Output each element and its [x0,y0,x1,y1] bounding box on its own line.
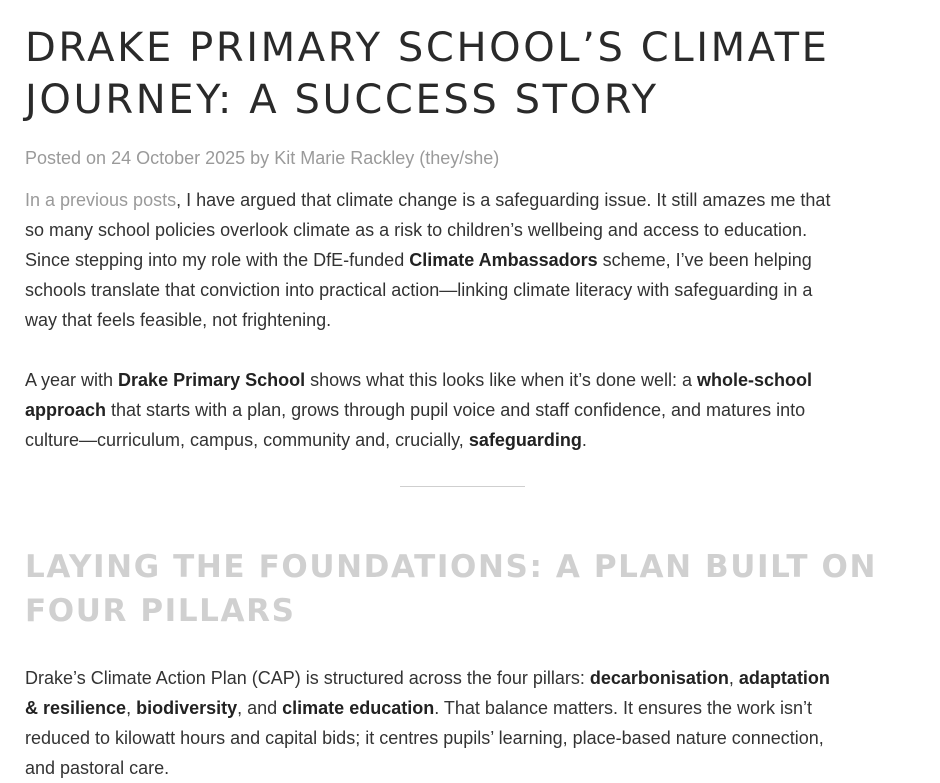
previous-posts-link[interactable]: In a previous posts [25,190,177,210]
paragraph-line [25,693,905,723]
section-divider [400,486,525,487]
text-run: , [728,668,739,688]
paragraph-line: reduced to kilowatt hours and capital bids; it centres pupils’ learning, place-based nature connection, [25,728,824,748]
meta-prefix: Posted on [25,148,112,168]
author-link[interactable]: Kit Marie Rackley (they/she) [274,148,500,168]
article [25,22,905,783]
text-run: scheme, I’ve been helping [597,250,812,270]
paragraph-line [25,425,905,455]
bold-text: adaptation [738,668,830,688]
paragraph-line: way that feels feasible, not frightening. [25,310,332,330]
section-heading-line-1: LAYING THE FOUNDATIONS: A PLAN BUILT ON [25,549,878,585]
bold-text: biodiversity [136,698,238,718]
pillars-paragraph [25,663,905,783]
intro-paragraph [25,185,905,335]
post-meta [25,146,905,170]
paragraph-line: schools translate that conviction into practical action—linking climate literacy with safeguarding in a [25,280,813,300]
bold-text: whole-school [697,370,813,390]
paragraph-line [25,395,905,425]
text-run: Drake’s Climate Action Plan (CAP) is structured across the four pillars: [25,668,590,688]
text-run: . [581,430,587,450]
paragraph-line: so many school policies overlook climate as a risk to children’s wellbeing and access to education. [25,220,808,240]
paragraph-line [25,245,905,275]
post-title-line-2: JOURNEY: A SUCCESS STORY [25,77,659,123]
text-run: , and [237,698,283,718]
text-run: shows what this looks like when it’s done well: a [305,370,698,390]
text-run: , I have argued that climate change is a safeguarding issue. It still amazes me that [176,190,831,210]
section-heading [25,545,905,633]
post-title [25,22,905,126]
text-run: Since stepping into my role with the DfE-funded [25,250,410,270]
bold-text: Drake Primary School [118,370,306,390]
text-run: , [126,698,137,718]
text-run: that starts with a plan, grows through pupil voice and staff confidence, and matures into [106,400,806,420]
section-heading-line-2: FOUR PILLARS [25,593,296,629]
text-run: culture—curriculum, campus, community and, crucially, [25,430,469,450]
paragraph-line [25,185,905,215]
text-run: . That balance matters. It ensures the work isn’t [434,698,813,718]
paragraph-line: and pastoral care. [25,758,170,778]
paragraph-line [25,663,905,693]
bold-text: climate education [282,698,435,718]
post-title-line-1: DRAKE PRIMARY SCHOOL’S CLIMATE [25,25,830,71]
text-run: A year with [25,370,119,390]
bold-text: approach [25,400,107,420]
bold-text: safeguarding [468,430,582,450]
post-date-link[interactable]: 24 October 2025 [111,148,246,168]
bold-text: Climate Ambassadors [409,250,598,270]
bold-text: decarbonisation [589,668,729,688]
drake-paragraph [25,365,905,455]
bold-text: & resilience [25,698,127,718]
meta-by: by [245,148,275,168]
paragraph-line [25,365,905,395]
